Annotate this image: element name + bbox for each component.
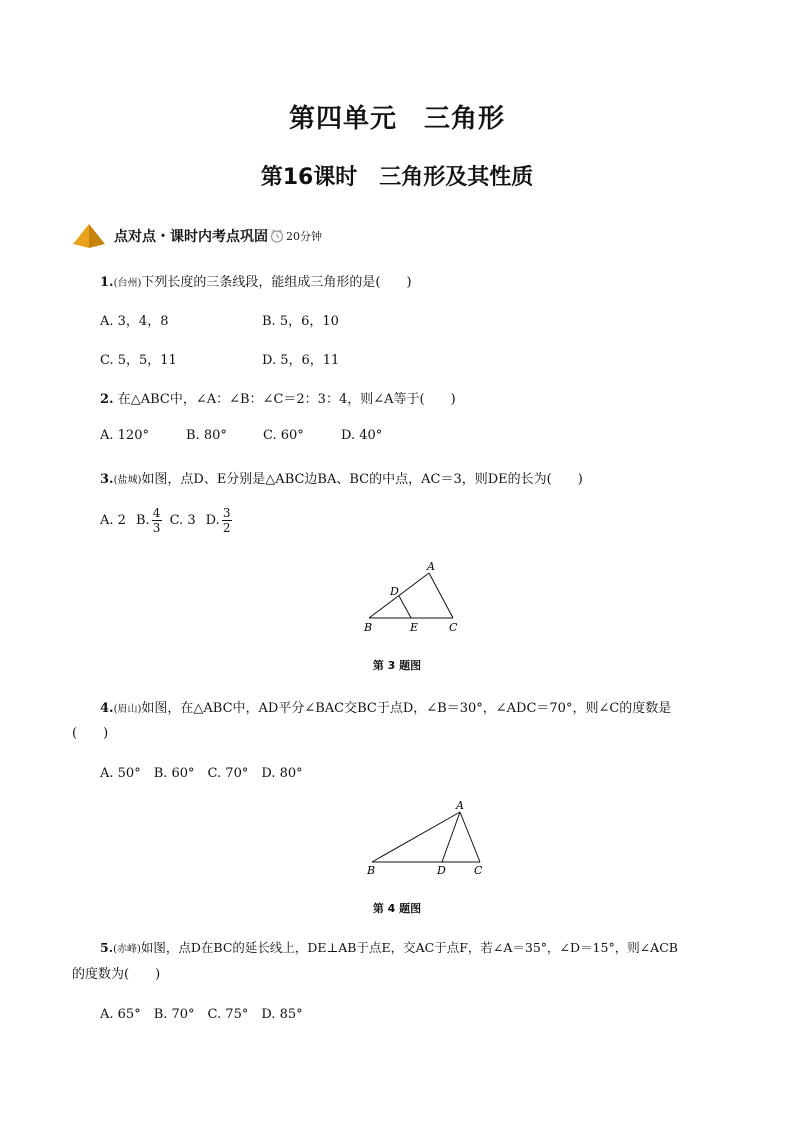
point-label-b: B [367,864,376,877]
question-5-line2: 的度数为( ) [72,967,161,982]
fraction-numerator: 4 [152,506,161,520]
segment-ad [442,812,460,862]
question-2 [100,388,456,407]
fraction-numerator: 3 [222,506,231,520]
figure-4 [360,795,490,880]
question-stem: 如图，在△ABC中，AD平分∠BAC交BC于点D，∠B＝30°，∠ADC＝70°，则∠C的度数是 [141,701,672,716]
unit-title: 第四单元 三角形 [288,104,505,134]
segment-ba [372,812,460,862]
question-number: 1. [100,275,114,290]
question-number: 5. [100,940,114,955]
point-label-c: C [474,864,483,877]
question-stem: 下列长度的三条线段，能组成三角形的是( ) [141,275,412,290]
point-label-e: E [410,621,419,634]
point-label-d: D [390,585,399,598]
point-label-a: A [427,560,435,573]
question-4-options: A. 50° B. 60° C. 70° D. 80° [100,766,303,781]
question-stem: 在△ABC中，∠A：∠B：∠C＝2：3：4，则∠A等于( ) [113,392,456,407]
point-label-a: A [456,799,464,812]
figure-3-caption: 第 3 题图 [372,659,422,672]
figure-3 [355,555,475,637]
question-source: (台州) [113,278,142,289]
question-5 [100,938,678,956]
option-b-fraction [152,506,162,535]
question-source: (眉山) [113,704,142,715]
question-number: 2. [100,392,114,407]
question-3-options [100,506,234,535]
figure-4-caption: 第 4 题图 [372,902,422,915]
section-time: 20分钟 [286,230,322,243]
option-a: A. 120° [100,428,149,443]
option-b-prefix: B. [135,513,150,528]
fraction-denominator: 2 [222,521,231,535]
option-a: A. 2 [100,513,126,528]
question-4-line2: ( ) [72,726,109,741]
segment-de [399,596,411,618]
segment-ac [429,573,453,618]
question-source: (赤峰) [113,944,141,955]
option-a: A. 3，4，8 [100,314,169,329]
question-stem: 如图，点D在BC的延长线上，DE⊥AB于点E，交AC于点F，若∠A＝35°，∠D＝15°，则∠ACB [140,940,678,955]
option-b: B. 80° [186,428,227,443]
option-c: C. 60° [263,428,304,443]
segment-ac [460,812,480,862]
clock-icon [270,229,284,243]
question-source: (盐城) [113,475,142,486]
question-3 [100,468,583,487]
point-label-c: C [449,621,458,634]
section-label: 点对点・课时内考点巩固 [114,229,268,245]
lesson-title: 第16课时 三角形及其性质 [260,165,534,190]
point-label-b: B [364,621,373,634]
option-d: D. 40° [341,428,383,443]
question-number: 3. [100,472,114,487]
option-c: C. 5，5，11 [100,353,177,368]
option-b: B. 5，6，10 [262,314,339,329]
option-d: D. 5，6，11 [262,353,340,368]
question-stem: 如图，点D、E分别是△ABC边BA、BC的中点，AC＝3，则DE的长为( ) [141,472,583,487]
question-1 [100,271,412,290]
pyramid-icon [72,223,106,249]
option-d-fraction [222,506,232,535]
section-header [72,222,322,250]
segment-ba [369,573,429,618]
question-number: 4. [100,701,114,716]
question-4 [100,697,671,716]
fraction-denominator: 3 [152,521,161,535]
option-d-prefix: D. [205,513,220,528]
option-c: C. 3 [169,513,196,528]
point-label-d: D [437,864,446,877]
question-5-options: A. 65° B. 70° C. 75° D. 85° [100,1007,303,1022]
